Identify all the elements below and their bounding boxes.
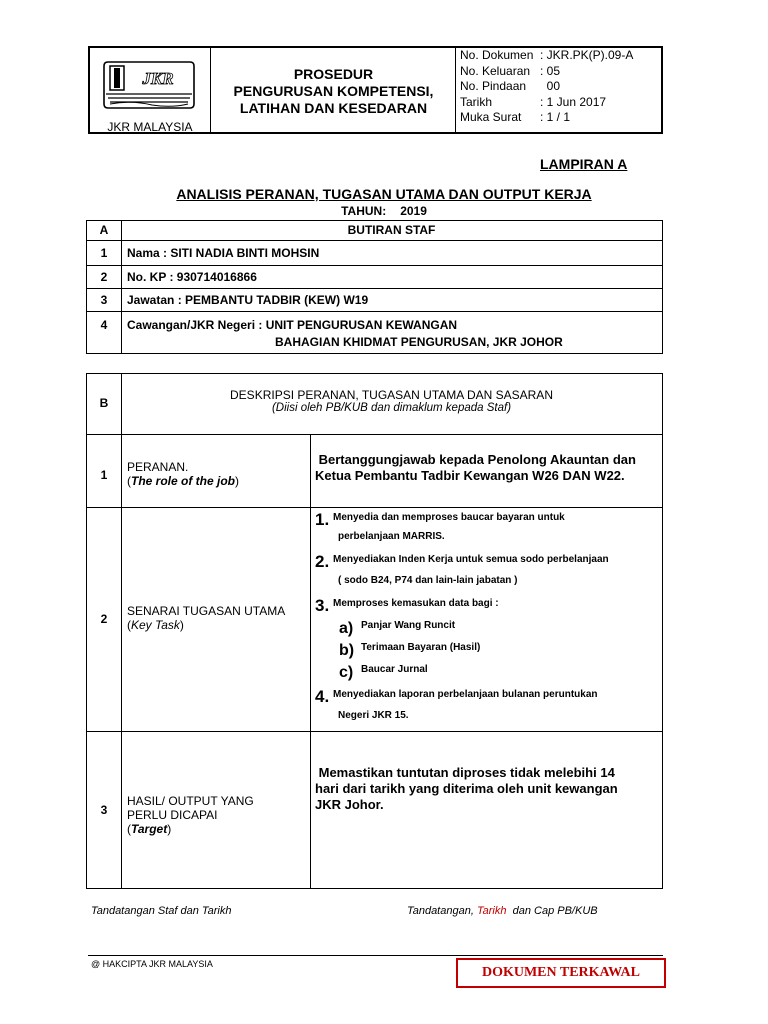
table-divider [87, 731, 662, 732]
meta-value: 00 [540, 79, 561, 93]
label-text: PERLU DICAPAI [127, 808, 218, 822]
meta-key: Tarikh [460, 94, 493, 109]
label-english: Target [131, 822, 168, 836]
task-item [315, 510, 565, 530]
row-number: 3 [100, 293, 108, 307]
subtask-marker: c) [339, 664, 354, 681]
row-number: 3 [100, 803, 108, 817]
logo-text: JKR [142, 69, 174, 88]
table-divider [87, 311, 662, 312]
staff-branch: Cawangan/JKR Negeri : UNIT PENGURUSAN KEWANGAN [127, 318, 458, 332]
content-line: Ketua Pembantu Tadbir Kewangan W26 DAN W22. [315, 468, 625, 483]
task-text: Menyediakan Inden Kerja untuk semua sodo perbelanjaan [333, 554, 609, 565]
row-number: 1 [100, 246, 108, 260]
table-divider [87, 434, 662, 435]
sig-suffix: dan Cap PB/KUB [506, 905, 598, 917]
heading-note: (Diisi oleh PB/KUB dan dimaklum kepada Staf) [271, 402, 512, 414]
table-divider [121, 374, 122, 888]
title-line: LATIHAN DAN KESEDARAN [239, 100, 428, 116]
subtask-marker: a) [339, 620, 354, 637]
staff-signature-label: Tandatangan Staf dan Tarikh [91, 905, 232, 917]
meta-value: : 05 [540, 63, 561, 78]
task-item [315, 552, 609, 572]
role-label: PERANAN. (The role of the job) [127, 460, 239, 488]
task-item [315, 596, 499, 616]
header-divider [455, 48, 456, 132]
section-heading [121, 388, 662, 414]
procedure-title [212, 66, 455, 117]
subtask-text: Terimaan Bayaran (Hasil) [361, 642, 481, 653]
row-number: 2 [100, 612, 108, 626]
document-header [88, 46, 663, 134]
org-name: JKR MALAYSIA [107, 120, 193, 134]
task-marker: 2. [315, 552, 330, 571]
task-text: Menyediakan laporan perbelanjaan bulanan peruntukan [333, 689, 598, 700]
header-divider [210, 48, 211, 132]
controlled-document-stamp: DOKUMEN TERKAWAL [456, 958, 666, 988]
footer-divider [88, 955, 663, 956]
table-divider [310, 434, 311, 888]
supervisor-signature-label [407, 905, 598, 917]
staff-division: BAHAGIAN KHIDMAT PENGURUSAN, JKR JOHOR [275, 335, 563, 349]
section-heading: BUTIRAN STAF [347, 223, 436, 237]
jkr-logo-icon [102, 60, 196, 110]
table-divider [87, 288, 662, 289]
row-number: 2 [100, 270, 108, 284]
label-english: Key Task [131, 618, 180, 632]
document-title: ANALISIS PERANAN, TUGASAN UTAMA DAN OUTPUT KERJA [176, 186, 592, 202]
task-text: Menyedia dan memproses baucar bayaran untuk [333, 512, 565, 523]
task-marker: 4. [315, 687, 330, 706]
section-code: B [99, 396, 109, 410]
staff-position: Jawatan : PEMBANTU TADBIR (KEW) W19 [127, 293, 369, 307]
subtask-text: Baucar Jurnal [361, 664, 428, 675]
title-line: PENGURUSAN KOMPETENSI, [233, 83, 434, 99]
sig-date-word: Tarikh [476, 905, 507, 917]
table-divider [87, 507, 662, 508]
meta-value: : 1 Jun 2017 [540, 94, 607, 109]
task-marker: 1. [315, 510, 330, 529]
subtask-item [339, 664, 428, 682]
label-english: The role of the job [131, 474, 235, 488]
meta-key: No. Pindaan [460, 79, 527, 93]
label-text: PERANAN. [127, 460, 189, 474]
task-continuation: perbelanjaan MARRIS. [338, 531, 445, 542]
subtask-marker: b) [339, 642, 355, 659]
title-line: PROSEDUR [293, 66, 374, 82]
staff-name: Nama : SITI NADIA BINTI MOHSIN [127, 246, 320, 260]
key-task-label: SENARAI TUGASAN UTAMA (Key Task) [127, 604, 286, 632]
section-code: A [99, 223, 109, 237]
target-content [315, 765, 618, 813]
meta-key: Muka Surat [460, 110, 522, 124]
task-marker: 3. [315, 596, 330, 615]
meta-key: No. Keluaran [460, 63, 531, 78]
role-content [315, 452, 636, 484]
row-number: 4 [100, 318, 108, 332]
sig-prefix: Tandatangan, [407, 905, 477, 917]
content-line: Bertanggungjawab kepada Penolong Akauntan dan [315, 452, 636, 467]
meta-value: : 1 / 1 [540, 110, 571, 124]
target-label: HASIL/ OUTPUT YANG PERLU DICAPAI (Target) [127, 794, 254, 836]
table-divider [87, 265, 662, 266]
subtask-text: Panjar Wang Runcit [361, 620, 456, 631]
year-label: TAHUN: [341, 204, 387, 218]
heading-text: DESKRIPSI PERANAN, TUGASAN UTAMA DAN SASARAN [230, 388, 553, 402]
row-number: 1 [100, 468, 108, 482]
meta-value: : JKR.PK(P).09-A [540, 48, 634, 62]
label-text: HASIL/ OUTPUT YANG [127, 794, 254, 808]
task-continuation: Negeri JKR 15. [338, 710, 409, 721]
lampiran-label: LAMPIRAN A [540, 156, 628, 172]
copyright-text: @ HAKCIPTA JKR MALAYSIA [91, 959, 213, 969]
role-description-table [86, 373, 663, 889]
content-line: Memastikan tuntutan diproses tidak melebihi 14 [315, 765, 615, 780]
label-text: SENARAI TUGASAN UTAMA [127, 604, 286, 618]
table-divider [87, 240, 662, 241]
meta-key: No. Dokumen [460, 48, 534, 62]
year-line [0, 204, 768, 218]
content-line: JKR Johor. [315, 797, 384, 812]
task-text: Memproses kemasukan data bagi : [333, 598, 499, 609]
staff-details-table [86, 220, 663, 354]
content-line: hari dari tarikh yang diterima oleh unit kewangan [315, 781, 618, 796]
year-value: 2019 [400, 204, 427, 218]
task-item [315, 687, 598, 707]
staff-ic: No. KP : 930714016866 [127, 270, 257, 284]
subtask-item [339, 642, 480, 660]
task-continuation: ( sodo B24, P74 dan lain-lain jabatan ) [338, 575, 518, 586]
subtask-item [339, 620, 455, 638]
